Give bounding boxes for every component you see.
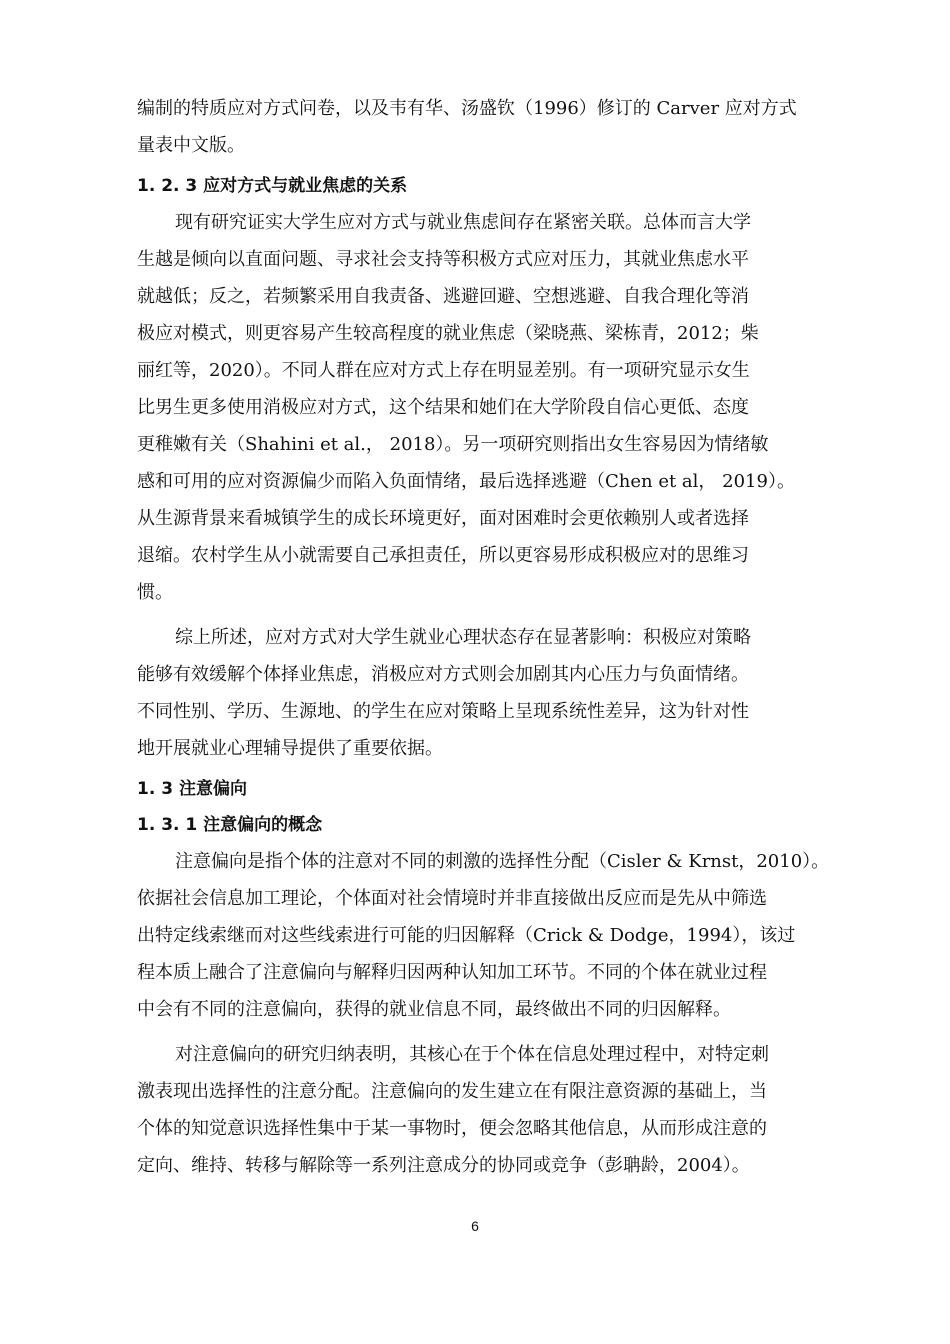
body-text-line: 生越是倾向以直面问题、寻求社会支持等积极方式应对压力，其就业焦虑水平 bbox=[137, 249, 749, 270]
body-text-line: 丽红等，2020）。不同人群在应对方式上存在明显差别。有一项研究显示女生 bbox=[137, 360, 750, 381]
body-text-line: 极应对模式，则更容易产生较高程度的就业焦虑（梁晓燕、梁栋青，2012；柴 bbox=[137, 323, 759, 344]
body-text-line: 对注意偏向的研究归纳表明，其核心在于个体在信息处理过程中，对特定刺 bbox=[175, 1044, 769, 1065]
body-text-line: 不同性别、学历、生源地、的学生在应对策略上呈现系统性差异，这为针对性 bbox=[137, 701, 749, 722]
body-text-line: 量表中文版。 bbox=[137, 135, 245, 156]
body-text-line: 就越低；反之，若频繁采用自我责备、逃避回避、空想逃避、自我合理化等消 bbox=[137, 286, 749, 307]
body-text-line: 地开展就业心理辅导提供了重要依据。 bbox=[137, 738, 443, 759]
body-text-line: 感和可用的应对资源偏少而陷入负面情绪，最后选择逃避（Chen et al， 2019）。 bbox=[137, 471, 795, 492]
section-heading-1-3-1: 1. 3. 1 注意偏向的概念 bbox=[137, 815, 323, 835]
body-text-line: 定向、维持、转移与解除等一系列注意成分的协同或竞争（彭聃龄，2004）。 bbox=[137, 1155, 750, 1176]
body-text-line: 从生源背景来看城镇学生的成长环境更好，面对困难时会更依赖别人或者选择 bbox=[137, 508, 749, 529]
body-text-line: 程本质上融合了注意偏向与解释归因两种认知加工环节。不同的个体在就业过程 bbox=[137, 962, 767, 983]
body-text-line: 个体的知觉意识选择性集中于某一事物时，便会忽略其他信息，从而形成注意的 bbox=[137, 1118, 767, 1139]
body-text-line: 更稚嫩有关（Shahini et al.， 2018）。另一项研究则指出女生容易因为情绪敏 bbox=[137, 434, 769, 455]
body-text-line: 编制的特质应对方式问卷，以及韦有华、汤盛钦（1996）修订的 Carver 应对方式 bbox=[137, 98, 797, 119]
body-text-line: 依据社会信息加工理论，个体面对社会情境时并非直接做出反应而是先从中筛选 bbox=[137, 888, 767, 909]
body-text-line: 现有研究证实大学生应对方式与就业焦虑间存在紧密关联。总体而言大学 bbox=[175, 212, 751, 233]
body-text-line: 比男生更多使用消极应对方式，这个结果和她们在大学阶段自信心更低、态度 bbox=[137, 397, 749, 418]
body-text-line: 综上所述，应对方式对大学生就业心理状态存在显著影响：积极应对策略 bbox=[175, 627, 751, 648]
body-text-line: 出特定线索继而对这些线索进行可能的归因解释（Crick & Dodge，1994），该过 bbox=[137, 925, 796, 946]
section-heading-1-3: 1. 3 注意偏向 bbox=[137, 779, 247, 799]
body-text-line: 惯。 bbox=[137, 582, 173, 603]
body-text-line: 退缩。农村学生从小就需要自己承担责任，所以更容易形成积极应对的思维习 bbox=[137, 545, 749, 566]
body-text-line: 能够有效缓解个体择业焦虑，消极应对方式则会加剧其内心压力与负面情绪。 bbox=[137, 664, 749, 685]
body-text-line: 注意偏向是指个体的注意对不同的刺激的选择性分配（Cisler & Krnst，2010）。 bbox=[175, 851, 830, 872]
section-heading-1-2-3: 1. 2. 3 应对方式与就业焦虑的关系 bbox=[137, 176, 408, 196]
body-text-line: 激表现出选择性的注意分配。注意偏向的发生建立在有限注意资源的基础上，当 bbox=[137, 1081, 767, 1102]
body-text-line: 中会有不同的注意偏向，获得的就业信息不同，最终做出不同的归因解释。 bbox=[137, 999, 731, 1020]
page-number: 6 bbox=[471, 1218, 479, 1234]
